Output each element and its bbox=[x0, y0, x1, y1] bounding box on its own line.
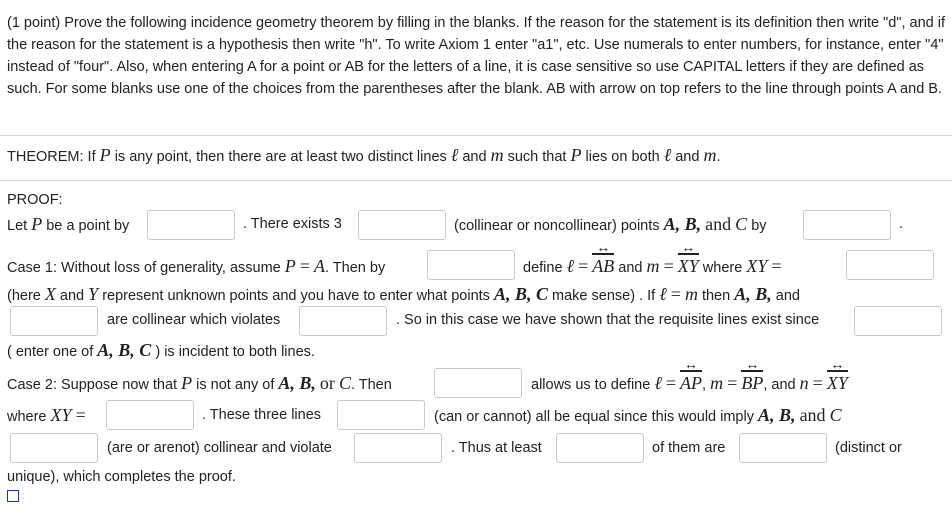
answer-input-6[interactable] bbox=[10, 306, 98, 336]
case2-line-c4: (distinct or bbox=[835, 440, 902, 456]
case2-line-b1: where XY = bbox=[7, 405, 86, 425]
proof-line-1c: (collinear or noncollinear) points A, B, and C by bbox=[454, 214, 767, 234]
case1-line-a: Case 1: Without loss of generality, assume P = A. Then by bbox=[7, 256, 386, 276]
proof-line-1a: Let P be a point by bbox=[7, 214, 130, 234]
divider bbox=[0, 180, 952, 181]
theorem-statement: THEOREM: If P is any point, then there are at least two distinct lines ℓ and m such that P lies on both ℓ and m. bbox=[7, 145, 721, 165]
line-XY-overarrow: XY ↔ bbox=[827, 373, 848, 393]
answer-input-14[interactable] bbox=[556, 433, 644, 463]
answer-input-2[interactable] bbox=[358, 210, 446, 240]
case1-line-c2: . So in this case we have shown that the requisite lines exist since bbox=[396, 312, 820, 328]
answer-input-12[interactable] bbox=[10, 433, 98, 463]
line-AP-overarrow: AP ↔ bbox=[680, 373, 702, 393]
problem-instructions: (1 point) Prove the following incidence geometry theorem by filling in the blanks. If the reason for the statement is its definition then write "d", and if the reason for the statement is a hypothesis then write "h". To write Axiom 1 enter "a1", etc. Use numerals to enter numbers, for instance, enter "4" instead of "four". Also, when entering A for a point or AB for the letters of a line, it is case sensitive so use CAPITAL letters if they are defined as such. For some blanks use one of the choices from the parentheses after the blank. AB with arrow on top refers to the line through points A and B. bbox=[7, 15, 945, 97]
case2-line-a: Case 2: Suppose now that P is not any of A, B, or C. Then bbox=[7, 373, 392, 393]
proof-line-1b: . There exists 3 bbox=[243, 216, 342, 232]
answer-input-7[interactable] bbox=[299, 306, 387, 336]
answer-input-15[interactable] bbox=[739, 433, 827, 463]
case1-line-a2: define ℓ = AB ↔ and m = XY ↔ where XY = bbox=[523, 256, 782, 278]
answer-input-9[interactable] bbox=[434, 368, 522, 398]
case1-line-b: (here X and Y represent unknown points and you have to enter what points A, B, C make sense) . If ℓ = m then A, B, and bbox=[7, 284, 800, 304]
answer-input-3[interactable] bbox=[803, 210, 891, 240]
proof-label: PROOF: bbox=[7, 192, 63, 208]
answer-input-13[interactable] bbox=[354, 433, 442, 463]
case2-line-d: unique), which completes the proof. bbox=[7, 469, 236, 485]
answer-input-1[interactable] bbox=[147, 210, 235, 240]
line-XY-overarrow: XY ↔ bbox=[678, 256, 699, 276]
case2-line-c2: . Thus at least bbox=[451, 440, 542, 456]
case2-line-a2: allows us to define ℓ = AP ↔, m = BP ↔, and n = XY ↔ bbox=[531, 373, 848, 395]
divider bbox=[0, 135, 952, 136]
case1-line-c1: are collinear which violates bbox=[107, 312, 281, 328]
case2-line-c1: (are or arenot) collinear and violate bbox=[107, 440, 332, 456]
answer-input-5[interactable] bbox=[846, 250, 934, 280]
checkbox-icon[interactable] bbox=[7, 490, 19, 502]
line-AB-overarrow: AB ↔ bbox=[592, 256, 614, 276]
answer-input-10[interactable] bbox=[106, 400, 194, 430]
answer-input-11[interactable] bbox=[337, 400, 425, 430]
case2-line-b3: (can or cannot) all be equal since this would imply A, B, and C bbox=[434, 405, 842, 425]
proof-line-1-end: . bbox=[899, 216, 904, 232]
case2-line-c3: of them are bbox=[652, 440, 726, 456]
case2-line-b2: . These three lines bbox=[202, 407, 322, 423]
line-BP-overarrow: BP ↔ bbox=[741, 373, 763, 393]
answer-input-8[interactable] bbox=[854, 306, 942, 336]
answer-input-4[interactable] bbox=[427, 250, 515, 280]
case1-line-d: ( enter one of A, B, C ) is incident to both lines. bbox=[7, 340, 315, 360]
